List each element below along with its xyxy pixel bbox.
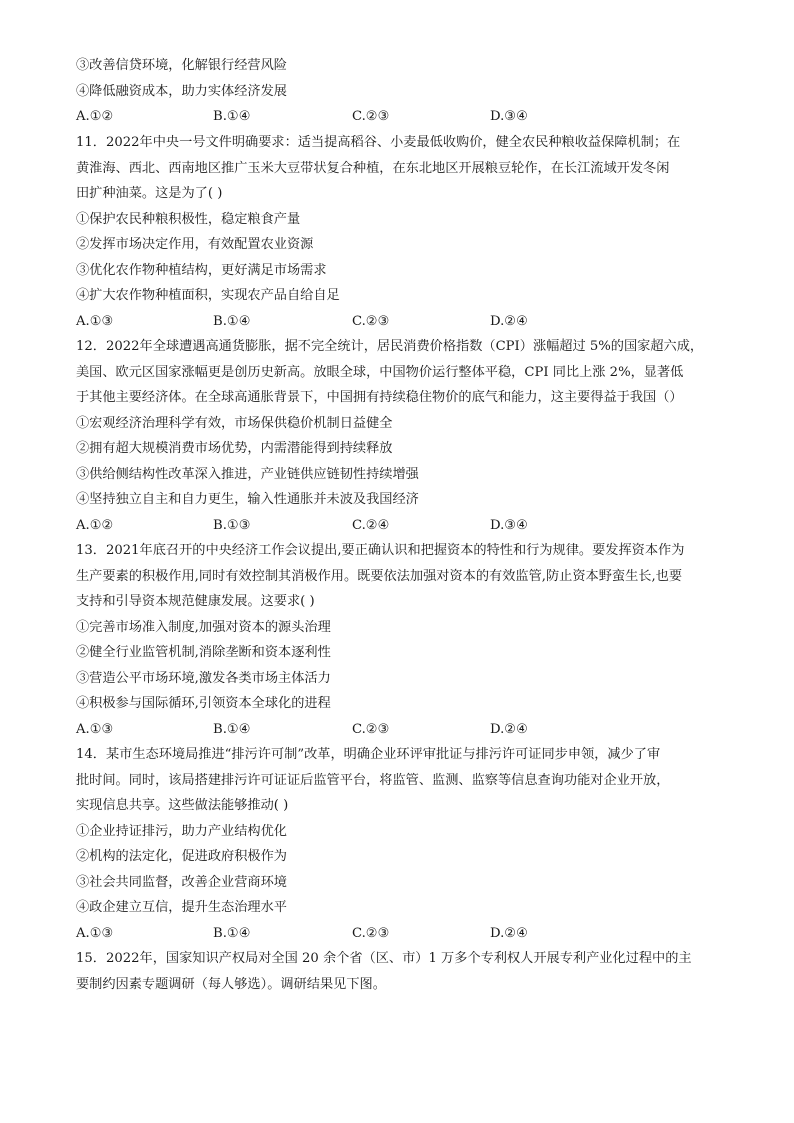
q11-options [76,309,716,335]
q11-option-a: A.①③ [76,314,114,329]
q13-option-b: B.①④ [213,722,251,737]
q12-item-4: ④坚持独立自主和自力更生，输入性通胀并未波及我国经济 [76,492,419,507]
q13-option-a: A.①③ [76,722,114,737]
q13-options [76,717,716,743]
q12-option-d: D.③④ [490,518,528,533]
q13-option-d: D.②④ [490,722,528,737]
q13-stem-line: 生产要素的积极作用,同时有效控制其消极作用。既要依法加强对资本的有效监管,防止资本野蛮生长,也要 [76,569,683,584]
q11-item-4: ④扩大农作物种植面积，实现农产品自给自足 [76,288,340,303]
q12-stem-line: 美国、欧元区国家涨幅更是创历史新高。放眼全球，中国物价运行整体平稳，CPI 同比上涨 2%，显著低 [76,365,684,380]
q14-item-4: ④政企建立互信，提升生态治理水平 [76,900,287,915]
q12-option-a: A.①② [76,518,114,533]
q10-options [76,104,716,130]
q15-stem-line: 15．2022年，国家知识产权局对全国 20 余个省（区、市）1 万多个专利权人开展专利产业化过程中的主 [76,951,692,966]
q11-stem-line: 黄淮海、西北、西南地区推广玉米大豆带状复合种植，在东北地区开展粮豆轮作，在长江流域开发冬闲 [76,161,670,176]
q10-option-b: B.①④ [213,109,251,124]
q13-option-c: C.②③ [352,722,390,737]
q13-stem-line: 13．2021年底召开的中央经济工作会议提出,要正确认识和把握资本的特性和行为规律。要发挥资本作为 [76,543,685,558]
q14-option-a: A.①③ [76,926,114,941]
q12-item-2: ②拥有超大规模消费市场优势，内需潜能得到持续释放 [76,441,393,456]
q11-option-c: C.②③ [352,314,390,329]
q11-item-3: ③优化农作物种植结构，更好满足市场需求 [76,263,327,278]
q11-stem-line: 田扩种油菜。这是为了( ) [76,186,223,201]
q14-item-1: ①企业持证排污，助力产业结构优化 [76,824,287,839]
q14-stem-line: 实现信息共享。这些做法能够推动( ) [76,798,289,813]
q11-option-b: B.①④ [213,314,251,329]
q11-stem-line: 11．2022年中央一号文件明确要求：适当提高稻谷、小麦最低收购价，健全农民种粮收益保障机制；在 [76,135,681,150]
q14-option-b: B.①④ [213,926,251,941]
q10-item-4: ④降低融资成本，助力实体经济发展 [76,84,287,99]
q15-stem-line: 要制约因素专题调研（每人够选）。调研结果见下图。 [76,977,386,992]
q13-item-3: ③营造公平市场环境,激发各类市场主体活力 [76,671,331,686]
q14-stem-line: 批时间。同时，该局搭建排污许可证证后监管平台，将监管、监测、监察等信息查询功能对企业开放， [76,773,670,788]
q13-item-2: ②健全行业监管机制,消除垄断和资本逐利性 [76,645,331,660]
q13-item-4: ④积极参与国际循环,引领资本全球化的进程 [76,696,331,711]
q12-options [76,513,716,539]
q11-item-1: ①保护农民种粮积极性，稳定粮食产量 [76,212,301,227]
q10-item-3: ③改善信贷环境，化解银行经营风险 [76,58,287,73]
q10-option-d: D.③④ [490,109,528,124]
q12-stem-line: 12．2022年全球遭遇高通货膨胀，据不完全统计，居民消费价格指数（CPI）涨幅超过 5%的国家超六成， [76,339,704,354]
q13-stem-line: 支持和引导资本规范健康发展。这要求( ) [76,594,315,609]
q12-item-3: ③供给侧结构性改革深入推进，产业链供应链韧性持续增强 [76,467,419,482]
q14-options [76,921,716,947]
q13-item-1: ①完善市场准入制度,加强对资本的源头治理 [76,620,331,635]
q12-stem-line: 于其他主要经济体。在全球高通胀背景下，中国拥有持续稳住物价的底气和能力，这主要得益于我国（） [76,390,683,405]
q14-option-c: C.②③ [352,926,390,941]
q10-option-a: A.①② [76,109,114,124]
q14-option-d: D.②④ [490,926,528,941]
q10-option-c: C.②③ [352,109,390,124]
q12-item-1: ①宏观经济治理科学有效，市场保供稳价机制日益健全 [76,416,393,431]
q14-stem-line: 14．某市生态环境局推进“排污许可制”改革，明确企业环评审批证与排污许可证同步申领，减少了审 [76,747,661,762]
q11-option-d: D.②④ [490,314,528,329]
q14-item-2: ②机构的法定化，促进政府积极作为 [76,849,287,864]
q12-option-b: B.①③ [213,518,251,533]
q12-option-c: C.②④ [352,518,390,533]
q11-item-2: ②发挥市场决定作用，有效配置农业资源 [76,237,314,252]
q14-item-3: ③社会共同监督，改善企业营商环境 [76,875,287,890]
